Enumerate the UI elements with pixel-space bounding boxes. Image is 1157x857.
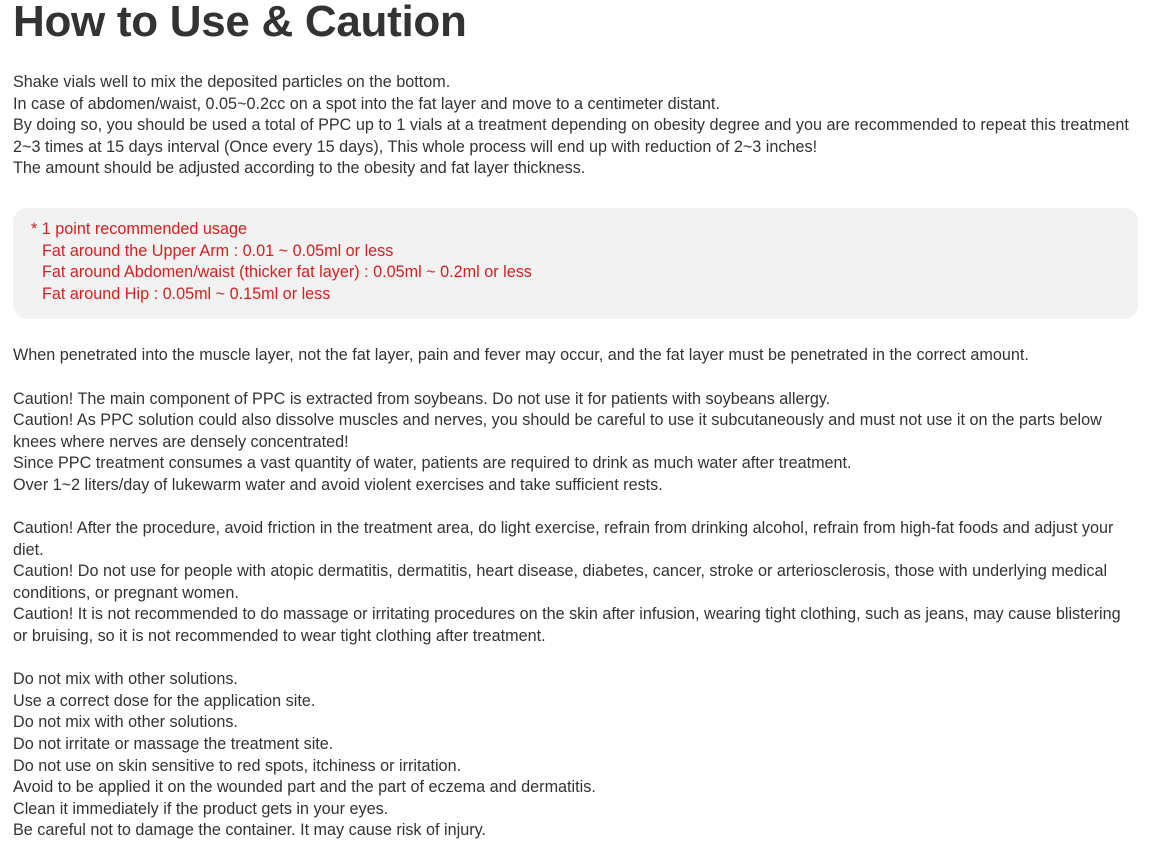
muscle-note: When penetrated into the muscle layer, not the fat layer, pain and fever may occur, and the fat layer must be penetrated in the correct amount. <box>13 346 1029 365</box>
intro-line: By doing so, you should be used a total of PPC up to 1 vials at a treatment depending on obesity degree and you are recommended to repeat this treatment 2~3 times at 15 days interval (Once every 15 days), This whole process will end up with reduction of 2~3 inches! <box>13 116 1129 156</box>
rule-line: Do not irritate or massage the treatment site. <box>13 735 334 754</box>
recommended-usage-item: Fat around the Upper Arm : 0.01 ~ 0.05ml or less <box>42 241 394 260</box>
caution-line: Caution! The main component of PPC is extracted from soybeans. Do not use it for patients with soybeans allergy. <box>13 389 831 408</box>
muscle-note-section <box>13 345 1138 367</box>
intro-line: Shake vials well to mix the deposited particles on the bottom. <box>13 73 451 91</box>
rules-section <box>13 669 1138 842</box>
recommended-usage-heading: * 1 point recommended usage <box>31 219 247 238</box>
caution-line: Since PPC treatment consumes a vast quantity of water, patients are required to drink as much water after treatment. <box>13 454 852 473</box>
caution-section-1 <box>13 389 1138 497</box>
rule-line: Avoid to be applied it on the wounded part and the part of eczema and dermatitis. <box>13 778 596 797</box>
rule-line: Do not mix with other solutions. <box>13 713 238 732</box>
rule-line: Be careful not to damage the container. It may cause risk of injury. <box>13 821 486 840</box>
recommended-usage-box <box>13 208 1138 319</box>
rule-line: Do not mix with other solutions. <box>13 670 238 689</box>
recommended-usage-item: Fat around Abdomen/waist (thicker fat layer) : 0.05ml ~ 0.2ml or less <box>42 263 532 282</box>
recommended-usage-item: Fat around Hip : 0.05ml ~ 0.15ml or less <box>42 284 331 303</box>
intro-line: In case of abdomen/waist, 0.05~0.2cc on a spot into the fat layer and move to a centimeter distant. <box>13 94 720 113</box>
rule-line: Use a correct dose for the application site. <box>13 691 316 710</box>
caution-line: Over 1~2 liters/day of lukewarm water and avoid violent exercises and take sufficient rests. <box>13 475 663 494</box>
rule-line: Do not use on skin sensitive to red spots, itchiness or irritation. <box>13 756 462 775</box>
caution-line: Caution! It is not recommended to do massage or irritating procedures on the skin after infusion, wearing tight clothing, such as jeans, may cause blistering or bruising, so it is not recommended to wear tight clothing after treatment. <box>13 605 1121 646</box>
caution-line: Caution! After the procedure, avoid friction in the treatment area, do light exercise, refrain from drinking alcohol, refrain from high-fat foods and adjust your diet. <box>13 519 1114 559</box>
intro-line: The amount should be adjusted according to the obesity and fat layer thickness. <box>13 159 586 178</box>
page-title: How to Use & Caution <box>13 0 467 46</box>
caution-line: Caution! Do not use for people with atopic dermatitis, dermatitis, heart disease, diabetes, cancer, stroke or arteriosclerosis, those with underlying medical conditions, or pregnant women. <box>13 562 1108 602</box>
caution-line: Caution! As PPC solution could also dissolve muscles and nerves, you should be careful to use it subcutaneously and must not use it on the parts below knees where nerves are densely concentrated! <box>13 411 1102 451</box>
caution-section-2 <box>13 518 1138 648</box>
rule-line: Clean it immediately if the product gets in your eyes. <box>13 799 389 818</box>
intro-section <box>13 72 1138 180</box>
